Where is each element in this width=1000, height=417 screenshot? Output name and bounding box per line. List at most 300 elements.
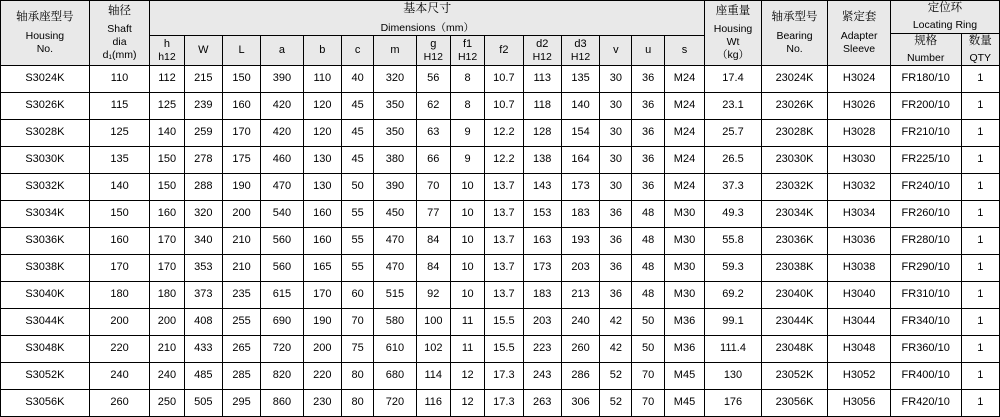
cell-W: 259 xyxy=(184,120,222,147)
cell-housing-wt: 130 xyxy=(705,363,762,390)
cell-housing-no: S3052K xyxy=(1,363,90,390)
cell-f2: 13.7 xyxy=(485,228,523,255)
cell-shaft-dia: 220 xyxy=(89,336,150,363)
cell-ring-number: FR310/10 xyxy=(890,282,961,309)
cell-f1: 9 xyxy=(450,147,484,174)
cell-v: 30 xyxy=(600,120,632,147)
header-housing-wt-cn: 座重量 xyxy=(715,5,751,18)
cell-f1: 11 xyxy=(450,309,484,336)
cell-a: 420 xyxy=(261,120,303,147)
cell-bearing-no: 23024K xyxy=(761,66,828,93)
cell-b: 110 xyxy=(303,66,341,93)
cell-ring-number: FR210/10 xyxy=(890,120,961,147)
table-row xyxy=(1,201,1000,228)
cell-m: 350 xyxy=(374,120,416,147)
cell-ring-number: FR280/10 xyxy=(890,228,961,255)
cell-bearing-no: 23052K xyxy=(761,363,828,390)
cell-g: 116 xyxy=(416,390,450,417)
header-housing-no-en2: No. xyxy=(36,43,54,56)
cell-W: 408 xyxy=(184,309,222,336)
cell-L: 255 xyxy=(222,309,260,336)
header-locating-ring-cn: 定位环 xyxy=(927,2,963,14)
cell-ring-qty: 1 xyxy=(961,309,1000,336)
cell-ring-number: FR360/10 xyxy=(890,336,961,363)
cell-housing-no: S3036K xyxy=(1,228,90,255)
cell-ring-qty: 1 xyxy=(961,363,1000,390)
cell-housing-wt: 69.2 xyxy=(705,282,762,309)
cell-W: 340 xyxy=(184,228,222,255)
header-housing-no-cn: 轴承座型号 xyxy=(16,10,74,23)
table-row xyxy=(1,93,1000,120)
cell-h: 112 xyxy=(150,66,184,93)
cell-a: 615 xyxy=(261,282,303,309)
cell-b: 160 xyxy=(303,201,341,228)
cell-ring-number: FR240/10 xyxy=(890,174,961,201)
table-row xyxy=(1,390,1000,417)
cell-W: 288 xyxy=(184,174,222,201)
header-dim-u-top: u xyxy=(645,44,652,57)
cell-h: 240 xyxy=(150,363,184,390)
header-shaft-dia-en2: dia xyxy=(112,35,127,48)
table-header xyxy=(1,1,1000,66)
cell-adapter-sleeve: H3040 xyxy=(828,282,891,309)
header-housing-no xyxy=(1,1,90,66)
header-dim-m-top: m xyxy=(390,44,400,57)
cell-f2: 12.2 xyxy=(485,120,523,147)
header-dim-h-top: h xyxy=(163,37,171,50)
header-adapter-sleeve xyxy=(828,1,891,66)
cell-c: 50 xyxy=(341,174,373,201)
cell-g: 84 xyxy=(416,228,450,255)
cell-ring-qty: 1 xyxy=(961,201,1000,228)
cell-bearing-no: 23048K xyxy=(761,336,828,363)
cell-f2: 15.5 xyxy=(485,309,523,336)
cell-housing-no: S3032K xyxy=(1,174,90,201)
cell-d2: 243 xyxy=(523,363,561,390)
header-dim-W-top: W xyxy=(198,44,209,57)
cell-f2: 13.7 xyxy=(485,255,523,282)
cell-f2: 13.7 xyxy=(485,201,523,228)
header-housing-wt-en3: （kg） xyxy=(716,48,750,61)
cell-adapter-sleeve: H3032 xyxy=(828,174,891,201)
cell-L: 200 xyxy=(222,201,260,228)
cell-c: 60 xyxy=(341,282,373,309)
cell-L: 210 xyxy=(222,255,260,282)
header-ring-number-en: Number xyxy=(907,51,945,64)
cell-u: 48 xyxy=(632,201,664,228)
cell-f1: 10 xyxy=(450,282,484,309)
cell-h: 200 xyxy=(150,309,184,336)
cell-a: 720 xyxy=(261,336,303,363)
cell-a: 690 xyxy=(261,309,303,336)
cell-u: 48 xyxy=(632,282,664,309)
cell-m: 470 xyxy=(374,255,416,282)
cell-housing-wt: 176 xyxy=(705,390,762,417)
cell-housing-no: S3026K xyxy=(1,93,90,120)
cell-b: 160 xyxy=(303,228,341,255)
cell-b: 130 xyxy=(303,147,341,174)
header-bearing-no-en: Bearing xyxy=(776,30,813,43)
cell-housing-wt: 59.3 xyxy=(705,255,762,282)
cell-L: 190 xyxy=(222,174,260,201)
cell-bearing-no: 23044K xyxy=(761,309,828,336)
cell-d3: 260 xyxy=(561,336,599,363)
cell-m: 580 xyxy=(374,309,416,336)
cell-v: 36 xyxy=(600,255,632,282)
header-dim-s-top: s xyxy=(681,44,688,57)
cell-d2: 173 xyxy=(523,255,561,282)
header-dim-a xyxy=(261,36,303,66)
cell-b: 130 xyxy=(303,174,341,201)
header-adapter-sleeve-en: Adapter xyxy=(840,30,878,43)
cell-W: 353 xyxy=(184,255,222,282)
cell-f2: 13.7 xyxy=(485,282,523,309)
cell-m: 380 xyxy=(374,147,416,174)
cell-W: 215 xyxy=(184,66,222,93)
cell-adapter-sleeve: H3028 xyxy=(828,120,891,147)
cell-bearing-no: 23030K xyxy=(761,147,828,174)
cell-d2: 163 xyxy=(523,228,561,255)
header-dim-d3 xyxy=(561,36,599,66)
header-dim-g-bottom: H12 xyxy=(423,50,443,63)
cell-c: 70 xyxy=(341,309,373,336)
cell-f2: 17.3 xyxy=(485,390,523,417)
cell-housing-wt: 17.4 xyxy=(705,66,762,93)
cell-g: 84 xyxy=(416,255,450,282)
cell-a: 820 xyxy=(261,363,303,390)
cell-d3: 154 xyxy=(561,120,599,147)
cell-shaft-dia: 125 xyxy=(89,120,150,147)
header-ring-number-cn: 规格 xyxy=(914,34,938,47)
header-dim-g-top: g xyxy=(430,37,437,50)
header-dim-a-top: a xyxy=(278,44,286,57)
cell-h: 150 xyxy=(150,174,184,201)
cell-u: 36 xyxy=(632,147,664,174)
cell-ring-qty: 1 xyxy=(961,93,1000,120)
cell-s: M30 xyxy=(664,255,704,282)
cell-b: 230 xyxy=(303,390,341,417)
header-dim-m xyxy=(374,36,416,66)
cell-ring-number: FR340/10 xyxy=(890,309,961,336)
cell-m: 390 xyxy=(374,174,416,201)
header-dim-d2-bottom: H12 xyxy=(532,50,552,63)
cell-m: 720 xyxy=(374,390,416,417)
cell-d3: 173 xyxy=(561,174,599,201)
cell-d3: 183 xyxy=(561,201,599,228)
header-dim-d2-top: d2 xyxy=(536,37,549,50)
cell-s: M24 xyxy=(664,66,704,93)
cell-shaft-dia: 260 xyxy=(89,390,150,417)
cell-b: 165 xyxy=(303,255,341,282)
cell-ring-number: FR420/10 xyxy=(890,390,961,417)
header-dimensions-cn: 基本尺寸 xyxy=(403,1,452,16)
cell-f2: 15.5 xyxy=(485,336,523,363)
cell-c: 45 xyxy=(341,147,373,174)
cell-c: 75 xyxy=(341,336,373,363)
cell-ring-qty: 1 xyxy=(961,120,1000,147)
cell-v: 30 xyxy=(600,66,632,93)
cell-c: 80 xyxy=(341,363,373,390)
header-dimensions-group xyxy=(150,1,705,36)
cell-shaft-dia: 160 xyxy=(89,228,150,255)
cell-s: M36 xyxy=(664,336,704,363)
cell-L: 160 xyxy=(222,93,260,120)
table-row xyxy=(1,336,1000,363)
cell-f1: 12 xyxy=(450,390,484,417)
header-dim-c xyxy=(341,36,373,66)
cell-d3: 286 xyxy=(561,363,599,390)
cell-d3: 193 xyxy=(561,228,599,255)
header-dim-c-top: c xyxy=(354,44,361,57)
cell-d2: 113 xyxy=(523,66,561,93)
cell-f1: 8 xyxy=(450,93,484,120)
cell-b: 220 xyxy=(303,363,341,390)
cell-L: 150 xyxy=(222,66,260,93)
cell-bearing-no: 23038K xyxy=(761,255,828,282)
cell-a: 460 xyxy=(261,147,303,174)
cell-c: 40 xyxy=(341,66,373,93)
cell-W: 485 xyxy=(184,363,222,390)
cell-W: 433 xyxy=(184,336,222,363)
cell-b: 190 xyxy=(303,309,341,336)
header-ring-qty-cn: 数量 xyxy=(968,34,992,47)
cell-g: 62 xyxy=(416,93,450,120)
cell-b: 120 xyxy=(303,93,341,120)
cell-housing-wt: 111.4 xyxy=(705,336,762,363)
cell-a: 560 xyxy=(261,255,303,282)
cell-u: 48 xyxy=(632,255,664,282)
cell-bearing-no: 23040K xyxy=(761,282,828,309)
cell-m: 515 xyxy=(374,282,416,309)
cell-g: 66 xyxy=(416,147,450,174)
header-dim-u xyxy=(632,36,664,66)
header-housing-wt xyxy=(705,1,762,66)
cell-f1: 10 xyxy=(450,174,484,201)
header-dim-W xyxy=(184,36,222,66)
cell-v: 36 xyxy=(600,201,632,228)
table-row xyxy=(1,363,1000,390)
header-housing-no-en: Housing xyxy=(25,30,65,43)
cell-f1: 9 xyxy=(450,120,484,147)
header-shaft-dia xyxy=(89,1,150,66)
cell-ring-number: FR225/10 xyxy=(890,147,961,174)
cell-shaft-dia: 140 xyxy=(89,174,150,201)
header-dim-f1-top: f1 xyxy=(462,37,473,50)
cell-f2: 13.7 xyxy=(485,174,523,201)
cell-bearing-no: 23028K xyxy=(761,120,828,147)
cell-a: 560 xyxy=(261,228,303,255)
cell-d3: 240 xyxy=(561,309,599,336)
cell-housing-no: S3024K xyxy=(1,66,90,93)
header-dim-f1-bottom: H12 xyxy=(457,50,478,63)
cell-h: 140 xyxy=(150,120,184,147)
cell-v: 30 xyxy=(600,147,632,174)
table-body xyxy=(1,66,1000,417)
cell-ring-qty: 1 xyxy=(961,228,1000,255)
cell-s: M45 xyxy=(664,363,704,390)
header-dim-h-bottom: h12 xyxy=(158,50,176,63)
cell-shaft-dia: 150 xyxy=(89,201,150,228)
header-housing-wt-en: Housing xyxy=(713,22,753,35)
cell-f2: 12.2 xyxy=(485,147,523,174)
cell-housing-no: S3038K xyxy=(1,255,90,282)
cell-v: 42 xyxy=(600,309,632,336)
cell-s: M30 xyxy=(664,228,704,255)
cell-housing-no: S3034K xyxy=(1,201,90,228)
cell-u: 36 xyxy=(632,120,664,147)
cell-shaft-dia: 110 xyxy=(89,66,150,93)
cell-c: 80 xyxy=(341,390,373,417)
table-row xyxy=(1,66,1000,93)
cell-d2: 128 xyxy=(523,120,561,147)
cell-adapter-sleeve: H3048 xyxy=(828,336,891,363)
table-row xyxy=(1,282,1000,309)
cell-f1: 8 xyxy=(450,66,484,93)
cell-h: 160 xyxy=(150,201,184,228)
cell-W: 373 xyxy=(184,282,222,309)
header-adapter-sleeve-en2: Sleeve xyxy=(843,43,876,56)
cell-L: 235 xyxy=(222,282,260,309)
table-row xyxy=(1,120,1000,147)
cell-W: 239 xyxy=(184,93,222,120)
cell-adapter-sleeve: H3026 xyxy=(828,93,891,120)
cell-adapter-sleeve: H3024 xyxy=(828,66,891,93)
header-dim-h xyxy=(150,36,184,66)
cell-g: 114 xyxy=(416,363,450,390)
header-dim-v xyxy=(600,36,632,66)
cell-h: 250 xyxy=(150,390,184,417)
header-housing-wt-en2: Wt xyxy=(726,35,740,48)
cell-L: 175 xyxy=(222,147,260,174)
cell-s: M24 xyxy=(664,147,704,174)
cell-housing-no: S3028K xyxy=(1,120,90,147)
cell-h: 170 xyxy=(150,228,184,255)
cell-s: M45 xyxy=(664,390,704,417)
cell-a: 390 xyxy=(261,66,303,93)
cell-d2: 153 xyxy=(523,201,561,228)
cell-v: 42 xyxy=(600,336,632,363)
cell-h: 125 xyxy=(150,93,184,120)
header-dim-v-top: v xyxy=(613,44,619,57)
cell-s: M30 xyxy=(664,201,704,228)
cell-c: 55 xyxy=(341,201,373,228)
cell-c: 45 xyxy=(341,93,373,120)
table-row xyxy=(1,255,1000,282)
cell-housing-no: S3056K xyxy=(1,390,90,417)
cell-f1: 10 xyxy=(450,255,484,282)
cell-housing-no: S3040K xyxy=(1,282,90,309)
header-dim-f2-top: f2 xyxy=(499,44,509,57)
cell-v: 36 xyxy=(600,282,632,309)
cell-f2: 17.3 xyxy=(485,363,523,390)
cell-s: M24 xyxy=(664,120,704,147)
cell-u: 36 xyxy=(632,93,664,120)
cell-L: 285 xyxy=(222,363,260,390)
cell-ring-number: FR290/10 xyxy=(890,255,961,282)
cell-m: 680 xyxy=(374,363,416,390)
cell-s: M30 xyxy=(664,282,704,309)
cell-u: 70 xyxy=(632,363,664,390)
cell-m: 450 xyxy=(374,201,416,228)
cell-ring-qty: 1 xyxy=(961,336,1000,363)
cell-g: 77 xyxy=(416,201,450,228)
cell-housing-wt: 37.3 xyxy=(705,174,762,201)
table-row xyxy=(1,147,1000,174)
cell-ring-number: FR400/10 xyxy=(890,363,961,390)
cell-d2: 118 xyxy=(523,93,561,120)
cell-m: 320 xyxy=(374,66,416,93)
cell-s: M36 xyxy=(664,309,704,336)
cell-L: 265 xyxy=(222,336,260,363)
cell-L: 170 xyxy=(222,120,260,147)
cell-shaft-dia: 200 xyxy=(89,309,150,336)
cell-d2: 143 xyxy=(523,174,561,201)
cell-housing-wt: 23.1 xyxy=(705,93,762,120)
header-dim-f2 xyxy=(485,36,523,66)
table-row xyxy=(1,174,1000,201)
cell-d2: 223 xyxy=(523,336,561,363)
header-dim-f1 xyxy=(450,36,484,66)
cell-shaft-dia: 115 xyxy=(89,93,150,120)
cell-shaft-dia: 170 xyxy=(89,255,150,282)
cell-c: 45 xyxy=(341,120,373,147)
cell-f1: 12 xyxy=(450,363,484,390)
cell-ring-qty: 1 xyxy=(961,255,1000,282)
header-row-1 xyxy=(1,1,1000,34)
cell-f2: 10.7 xyxy=(485,66,523,93)
cell-housing-wt: 49.3 xyxy=(705,201,762,228)
header-adapter-sleeve-cn: 紧定套 xyxy=(841,10,877,23)
cell-u: 36 xyxy=(632,174,664,201)
cell-d3: 164 xyxy=(561,147,599,174)
cell-d2: 203 xyxy=(523,309,561,336)
header-dim-g xyxy=(416,36,450,66)
cell-W: 505 xyxy=(184,390,222,417)
cell-shaft-dia: 240 xyxy=(89,363,150,390)
cell-housing-wt: 25.7 xyxy=(705,120,762,147)
cell-f1: 10 xyxy=(450,228,484,255)
cell-b: 170 xyxy=(303,282,341,309)
table-row xyxy=(1,309,1000,336)
header-ring-qty xyxy=(961,33,1000,66)
cell-u: 36 xyxy=(632,66,664,93)
cell-g: 100 xyxy=(416,309,450,336)
cell-d2: 138 xyxy=(523,147,561,174)
cell-bearing-no: 23036K xyxy=(761,228,828,255)
cell-d3: 203 xyxy=(561,255,599,282)
cell-L: 295 xyxy=(222,390,260,417)
cell-shaft-dia: 135 xyxy=(89,147,150,174)
cell-h: 170 xyxy=(150,255,184,282)
cell-ring-qty: 1 xyxy=(961,147,1000,174)
header-dim-L-top: L xyxy=(238,44,245,57)
cell-h: 210 xyxy=(150,336,184,363)
cell-u: 70 xyxy=(632,390,664,417)
cell-adapter-sleeve: H3036 xyxy=(828,228,891,255)
cell-L: 210 xyxy=(222,228,260,255)
header-dim-d3-bottom: H12 xyxy=(570,50,591,63)
header-ring-number xyxy=(890,33,961,66)
cell-s: M24 xyxy=(664,93,704,120)
cell-g: 56 xyxy=(416,66,450,93)
table-row xyxy=(1,228,1000,255)
header-bearing-no xyxy=(761,1,828,66)
cell-v: 36 xyxy=(600,228,632,255)
cell-u: 50 xyxy=(632,309,664,336)
cell-ring-qty: 1 xyxy=(961,390,1000,417)
cell-b: 120 xyxy=(303,120,341,147)
header-bearing-no-cn: 轴承型号 xyxy=(771,10,818,23)
